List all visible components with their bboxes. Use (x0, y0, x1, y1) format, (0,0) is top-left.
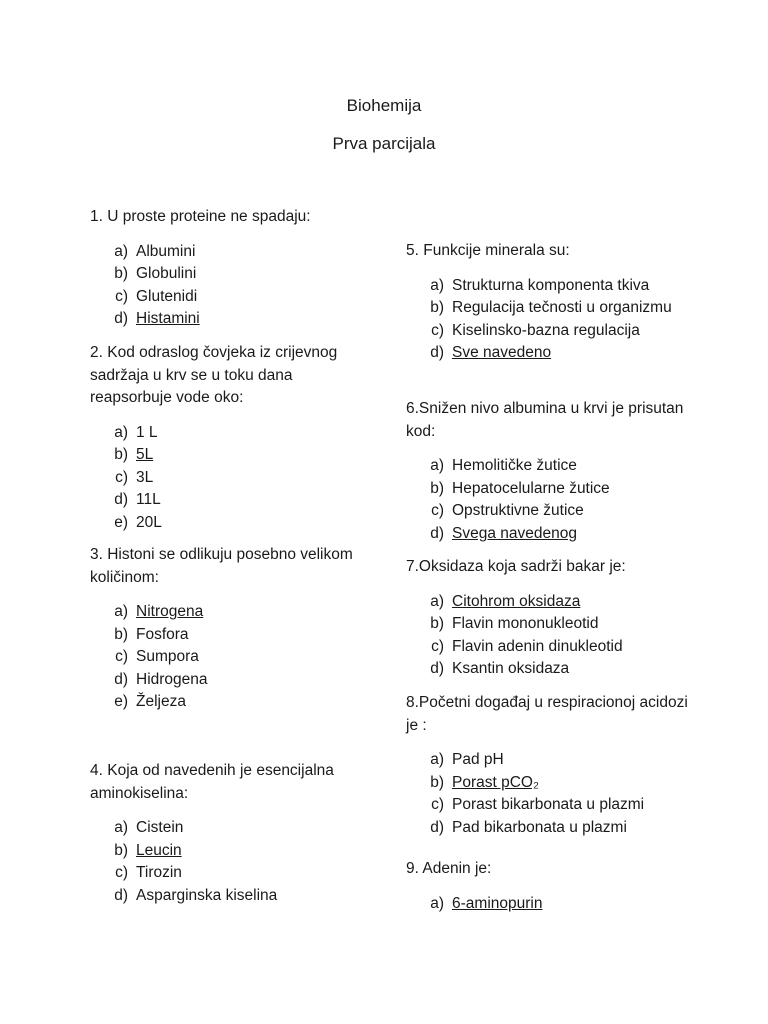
option-marker: c) (115, 287, 128, 305)
option-text: Flavin adenin dinukleotid (452, 637, 623, 655)
option-marker: c) (115, 864, 128, 881)
option-marker: c) (431, 796, 444, 813)
option-text-correct: Citohrom oksidaza (452, 592, 581, 610)
answer-option (406, 275, 696, 298)
option-text: Regulacija tečnosti u organizmu (452, 299, 672, 316)
option-marker: b) (430, 299, 444, 316)
option-marker: d) (430, 818, 444, 836)
option-marker: a) (114, 423, 128, 441)
answer-option (90, 308, 370, 331)
answer-list (90, 422, 370, 535)
option-marker: b) (114, 446, 128, 463)
option-text: Pad bikarbonata u plazmi (452, 818, 627, 836)
answer-option (90, 422, 370, 445)
answer-option (406, 772, 696, 795)
answer-option (90, 840, 370, 863)
option-marker: b) (430, 615, 444, 632)
answer-option (90, 862, 370, 885)
option-text-correct: Histamini (136, 310, 200, 327)
answer-option (90, 263, 370, 286)
option-text-correct: Svega navedenog (452, 524, 577, 542)
question-7 (406, 556, 696, 681)
answer-option (90, 489, 370, 512)
answer-option (90, 601, 370, 624)
answer-option (90, 885, 370, 908)
answer-list (406, 591, 696, 681)
answer-list (90, 817, 370, 907)
answer-option (90, 691, 370, 714)
answer-option (406, 342, 696, 365)
question-stem: 5. Funkcije minerala su: (406, 242, 570, 259)
option-text: Asparginska kiselina (136, 886, 278, 904)
option-marker: d) (114, 491, 128, 508)
option-marker: b) (114, 625, 128, 643)
option-text-correct: Leucin (136, 841, 182, 859)
answer-option (90, 241, 370, 264)
answer-list (406, 275, 696, 365)
question-stem: 3. Histoni se odlikuju posebno velikom količinom: (90, 546, 353, 586)
option-marker: b) (430, 479, 444, 497)
option-text-correct: 5L (136, 446, 154, 463)
option-text: Porast bikarbonata u plazmi (452, 796, 645, 813)
answer-option (90, 286, 370, 309)
question-4 (90, 760, 370, 907)
answer-option (406, 893, 696, 916)
answer-option (406, 297, 696, 320)
option-text-correct: Sve navedeno (452, 344, 552, 361)
option-text: Strukturna komponenta tkiva (452, 276, 650, 294)
option-marker: a) (430, 592, 444, 610)
answer-option (90, 646, 370, 669)
option-marker: a) (430, 751, 444, 768)
option-text: Pad pH (452, 751, 504, 768)
answer-option (406, 523, 696, 546)
question-stem: 6.Snižen nivo albumina u krvi je prisutan kod: (406, 400, 684, 440)
option-text: Globulini (136, 265, 197, 282)
answer-option (406, 749, 696, 772)
question-stem: 1. U proste proteine ne spadaju: (90, 208, 311, 225)
answer-option (406, 455, 696, 478)
option-text: Albumini (136, 242, 196, 260)
answer-option (406, 613, 696, 636)
option-text: Tirozin (136, 864, 182, 881)
option-marker: c) (431, 321, 444, 339)
question-stem: 2. Kod odraslog čovjeka iz crijevnog sadržaja u krv se u toku dana reapsorbuje vode oko: (90, 344, 338, 406)
option-marker: e) (114, 513, 128, 531)
question-5 (406, 240, 696, 365)
option-text: Fosfora (136, 625, 189, 643)
document-subtitle: Prva parcijala (332, 134, 436, 153)
question-8 (406, 692, 696, 839)
answer-list (406, 893, 696, 916)
option-text: 1 L (136, 423, 158, 441)
answer-option (406, 478, 696, 501)
answer-option (406, 500, 696, 523)
answer-option (90, 444, 370, 467)
answer-option (90, 467, 370, 490)
question-6 (406, 398, 696, 545)
option-text: Željeza (136, 693, 186, 710)
question-9 (406, 858, 696, 915)
question-stem: 9. Adenin je: (406, 860, 492, 877)
option-text: 11L (136, 491, 161, 508)
question-stem: 7.Oksidaza koja sadrži bakar je: (406, 558, 626, 575)
question-1 (90, 206, 370, 331)
option-marker: d) (430, 660, 444, 677)
answer-option (406, 658, 696, 681)
option-marker: a) (430, 894, 444, 912)
option-text: 3L (136, 468, 154, 486)
question-3 (90, 544, 370, 714)
option-marker: d) (114, 310, 128, 327)
option-marker: a) (114, 242, 128, 260)
option-text: Flavin mononukleotid (452, 615, 599, 632)
option-marker: c) (431, 502, 444, 519)
option-marker: d) (114, 886, 128, 904)
question-stem: 8.Početni događaj u respiracionoj acidozi je : (406, 694, 688, 734)
answer-option (406, 794, 696, 817)
option-marker: c) (115, 468, 128, 486)
option-marker: e) (114, 693, 128, 710)
answer-option (90, 669, 370, 692)
option-marker: b) (114, 841, 128, 859)
option-marker: b) (430, 773, 444, 791)
option-marker: a) (114, 603, 128, 620)
answer-option (406, 817, 696, 840)
option-text: Hidrogena (136, 670, 208, 688)
option-marker: d) (114, 670, 128, 688)
answer-list (406, 455, 696, 545)
answer-list (90, 241, 370, 331)
answer-option (406, 320, 696, 343)
option-text-correct: Nitrogena (136, 603, 204, 620)
option-text: Hepatocelularne žutice (452, 479, 610, 497)
option-marker: a) (114, 819, 128, 836)
option-text: Sumpora (136, 648, 199, 665)
question-stem: 4. Koja od navedenih je esencijalna aminokiselina: (90, 762, 334, 802)
option-marker: b) (114, 265, 128, 282)
answer-list (90, 601, 370, 714)
answer-option (406, 636, 696, 659)
option-text-correct: 6-aminopurin (452, 894, 543, 912)
option-marker: d) (430, 524, 444, 542)
document-title: Biohemija (346, 96, 422, 115)
question-2 (90, 342, 370, 534)
answer-option (90, 624, 370, 647)
option-text: Ksantin oksidaza (452, 660, 570, 677)
option-text-correct: Porast pCO₂ (452, 773, 539, 791)
answer-option (90, 512, 370, 535)
option-marker: d) (430, 344, 444, 361)
option-text: Glutenidi (136, 287, 198, 305)
option-marker: c) (431, 637, 444, 655)
option-text: Opstruktivne žutice (452, 502, 584, 519)
answer-option (90, 817, 370, 840)
option-text: Kiselinsko-bazna regulacija (452, 321, 640, 339)
option-text: Cistein (136, 819, 184, 836)
answer-list (406, 749, 696, 839)
option-marker: a) (430, 276, 444, 294)
answer-option (406, 591, 696, 614)
option-marker: a) (430, 457, 444, 474)
option-text: Hemolitičke žutice (452, 457, 577, 474)
option-text: 20L (136, 513, 162, 531)
option-marker: c) (115, 648, 128, 665)
